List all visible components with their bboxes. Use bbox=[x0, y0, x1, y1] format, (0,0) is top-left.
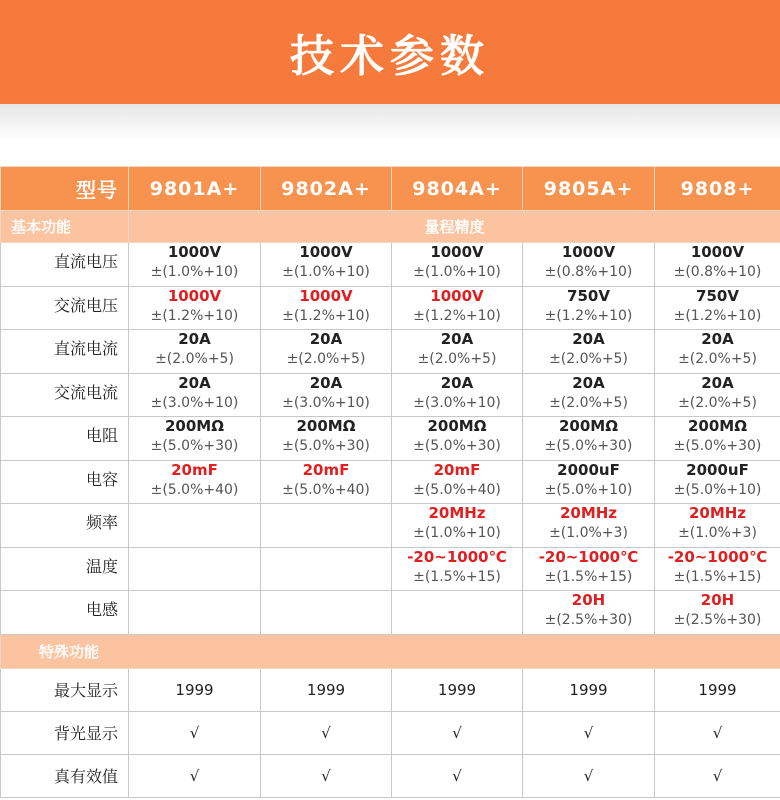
basic-section-row bbox=[1, 211, 780, 243]
spec-cell bbox=[129, 591, 261, 635]
spec-cell bbox=[392, 460, 523, 504]
table-row bbox=[1, 668, 780, 711]
range-value: 20A bbox=[440, 373, 474, 392]
accuracy-value: ±(5.0%+40) bbox=[150, 481, 239, 498]
range-value: 20mF bbox=[433, 460, 481, 479]
range-value: 20A bbox=[701, 330, 734, 348]
spec-cell bbox=[523, 460, 655, 504]
range-value: -20~1000℃ bbox=[407, 547, 507, 566]
spec-cell bbox=[655, 460, 780, 504]
range-value: 750V bbox=[696, 286, 739, 305]
model-header-row bbox=[1, 167, 780, 211]
model-header: 9805A+ bbox=[523, 167, 655, 211]
feature-cell: √ bbox=[129, 711, 261, 754]
accuracy-value: ±(1.0%+10) bbox=[150, 264, 239, 280]
spec-cell bbox=[655, 330, 780, 374]
accuracy-value: ±(2.0%+5) bbox=[549, 351, 628, 367]
basic-section-label: 基本功能 bbox=[1, 211, 129, 243]
range-value: 20MHz bbox=[428, 504, 486, 522]
range-value: 200MΩ bbox=[296, 417, 356, 435]
model-header: 9802A+ bbox=[261, 167, 392, 211]
range-value: 1000V bbox=[167, 286, 222, 305]
parameter-label: 频率 bbox=[1, 504, 129, 548]
spec-cell bbox=[392, 286, 523, 330]
spec-cell bbox=[392, 243, 523, 287]
model-header: 9801A+ bbox=[129, 167, 261, 211]
spec-cell bbox=[392, 504, 523, 548]
parameter-label: 直流电压 bbox=[1, 243, 129, 287]
table-row bbox=[1, 286, 780, 330]
accuracy-value: ±(3.0%+10) bbox=[282, 394, 370, 411]
parameter-label: 交流电压 bbox=[1, 286, 129, 330]
feature-cell: √ bbox=[655, 711, 780, 754]
range-value: 20H bbox=[700, 591, 735, 609]
spec-cell bbox=[392, 591, 523, 635]
accuracy-value: ±(1.0%+3) bbox=[549, 525, 628, 541]
spec-cell bbox=[261, 286, 392, 330]
accuracy-value: ±(1.2%+10) bbox=[544, 307, 633, 324]
accuracy-value: ±(3.0%+10) bbox=[150, 394, 239, 411]
accuracy-value: ±(1.5%+15) bbox=[413, 568, 501, 585]
range-value: 1000V bbox=[299, 243, 353, 261]
spec-cell bbox=[261, 243, 392, 287]
spec-cell bbox=[655, 504, 780, 548]
spec-cell bbox=[129, 243, 261, 287]
range-value: 20A bbox=[701, 373, 734, 392]
accuracy-value: ±(1.2%+10) bbox=[673, 307, 762, 324]
table-row bbox=[1, 330, 780, 374]
range-value: 2000uF bbox=[557, 460, 620, 479]
feature-cell: √ bbox=[523, 754, 655, 797]
range-value: 20A bbox=[178, 373, 211, 392]
accuracy-value: ±(2.0%+5) bbox=[155, 351, 234, 367]
range-value: 1000V bbox=[430, 286, 484, 305]
range-value: 750V bbox=[567, 286, 610, 305]
range-value: 1000V bbox=[561, 243, 616, 261]
special-section-row bbox=[1, 634, 780, 668]
accuracy-value: ±(5.0%+40) bbox=[413, 481, 501, 498]
spec-cell bbox=[261, 460, 392, 504]
accuracy-value: ±(5.0%+30) bbox=[282, 438, 370, 454]
spec-cell bbox=[655, 286, 780, 330]
accuracy-value: ±(0.8%+10) bbox=[673, 264, 762, 280]
table-row bbox=[1, 417, 780, 461]
spec-cell bbox=[129, 504, 261, 548]
accuracy-value: ±(2.5%+30) bbox=[673, 612, 762, 628]
spec-cell bbox=[523, 504, 655, 548]
range-value: 20MHz bbox=[688, 504, 747, 522]
accuracy-value: ±(5.0%+10) bbox=[673, 481, 762, 498]
feature-cell: √ bbox=[523, 711, 655, 754]
spec-cell bbox=[392, 330, 523, 374]
spec-cell bbox=[655, 373, 780, 417]
accuracy-value: ±(2.0%+5) bbox=[678, 394, 757, 411]
spec-cell bbox=[129, 547, 261, 591]
accuracy-value: ±(5.0%+10) bbox=[544, 481, 633, 498]
spec-cell bbox=[129, 330, 261, 374]
table-row bbox=[1, 460, 780, 504]
range-value: 20A bbox=[572, 330, 605, 348]
spec-cell bbox=[655, 547, 780, 591]
spec-cell bbox=[523, 591, 655, 635]
spec-cell bbox=[392, 547, 523, 591]
feature-cell: √ bbox=[392, 711, 523, 754]
spec-cell bbox=[261, 330, 392, 374]
feature-label: 真有效值 bbox=[1, 754, 129, 797]
accuracy-value: ±(2.0%+5) bbox=[286, 351, 366, 367]
banner-shadow bbox=[0, 104, 780, 140]
range-value: 2000uF bbox=[686, 460, 749, 479]
range-value: 200MΩ bbox=[427, 417, 487, 435]
range-value: 200MΩ bbox=[165, 417, 224, 435]
accuracy-value: ±(5.0%+30) bbox=[413, 438, 501, 454]
accuracy-value: ±(5.0%+40) bbox=[282, 481, 370, 498]
table-row bbox=[1, 591, 780, 635]
spec-cell bbox=[523, 547, 655, 591]
range-value: 1000V bbox=[690, 243, 745, 261]
spec-table bbox=[0, 166, 780, 798]
spec-cell bbox=[523, 243, 655, 287]
spec-cell bbox=[129, 417, 261, 461]
accuracy-value: ±(1.0%+10) bbox=[413, 264, 501, 280]
range-accuracy-label: 量程精度 bbox=[129, 211, 780, 243]
range-value: 1000V bbox=[167, 243, 222, 261]
table-row bbox=[1, 711, 780, 754]
accuracy-value: ±(2.0%+5) bbox=[417, 351, 497, 367]
feature-cell: 1999 bbox=[523, 668, 655, 711]
parameter-label: 交流电流 bbox=[1, 373, 129, 417]
feature-cell: √ bbox=[655, 754, 780, 797]
feature-cell: 1999 bbox=[261, 668, 392, 711]
feature-cell: 1999 bbox=[392, 668, 523, 711]
range-value: 20A bbox=[309, 330, 343, 348]
spec-cell bbox=[261, 373, 392, 417]
spec-cell bbox=[129, 286, 261, 330]
accuracy-value: ±(2.0%+5) bbox=[678, 351, 757, 367]
parameter-label: 直流电流 bbox=[1, 330, 129, 374]
accuracy-value: ±(0.8%+10) bbox=[544, 264, 633, 280]
range-value: 20A bbox=[178, 330, 211, 348]
range-value: 20A bbox=[440, 330, 474, 348]
feature-cell: √ bbox=[392, 754, 523, 797]
accuracy-value: ±(1.0%+10) bbox=[282, 264, 370, 280]
accuracy-value: ±(1.2%+10) bbox=[150, 307, 239, 324]
parameter-label: 电容 bbox=[1, 460, 129, 504]
model-header: 9808+ bbox=[655, 167, 780, 211]
accuracy-value: ±(5.0%+30) bbox=[544, 438, 633, 454]
spec-cell bbox=[129, 373, 261, 417]
range-value: 1000V bbox=[430, 243, 484, 261]
feature-cell: 1999 bbox=[129, 668, 261, 711]
accuracy-value: ±(1.0%+3) bbox=[678, 525, 757, 541]
accuracy-value: ±(5.0%+30) bbox=[673, 438, 762, 454]
accuracy-value: ±(5.0%+30) bbox=[150, 438, 239, 454]
range-value: 20A bbox=[309, 373, 343, 392]
range-value: 20mF bbox=[302, 460, 350, 479]
spec-cell bbox=[392, 373, 523, 417]
spec-cell bbox=[523, 373, 655, 417]
range-value: 20MHz bbox=[559, 504, 618, 522]
spec-cell bbox=[523, 417, 655, 461]
feature-cell: √ bbox=[129, 754, 261, 797]
range-value: -20~1000℃ bbox=[538, 547, 639, 566]
spec-cell bbox=[655, 417, 780, 461]
range-value: 200MΩ bbox=[688, 417, 747, 435]
accuracy-value: ±(2.0%+5) bbox=[549, 394, 628, 411]
spec-cell bbox=[261, 504, 392, 548]
title-banner bbox=[0, 0, 780, 104]
model-header: 9804A+ bbox=[392, 167, 523, 211]
spec-cell bbox=[129, 460, 261, 504]
accuracy-value: ±(1.2%+10) bbox=[282, 307, 370, 324]
table-row bbox=[1, 547, 780, 591]
page-title: 技术参数 bbox=[290, 31, 490, 82]
parameter-label: 温度 bbox=[1, 547, 129, 591]
spec-cell bbox=[261, 417, 392, 461]
model-label: 型号 bbox=[1, 167, 129, 211]
feature-cell: 1999 bbox=[655, 668, 780, 711]
parameter-label: 电感 bbox=[1, 591, 129, 635]
table-row bbox=[1, 243, 780, 287]
range-value: 20A bbox=[572, 373, 605, 392]
spec-cell bbox=[655, 591, 780, 635]
accuracy-value: ±(1.5%+15) bbox=[673, 568, 762, 585]
feature-cell: √ bbox=[261, 711, 392, 754]
accuracy-value: ±(1.0%+10) bbox=[413, 525, 501, 541]
accuracy-value: ±(1.2%+10) bbox=[413, 307, 501, 324]
spec-cell bbox=[261, 591, 392, 635]
accuracy-value: ±(3.0%+10) bbox=[413, 394, 501, 411]
range-value: 20H bbox=[571, 591, 606, 609]
feature-label: 最大显示 bbox=[1, 668, 129, 711]
accuracy-value: ±(1.5%+15) bbox=[544, 568, 633, 585]
spec-cell bbox=[392, 417, 523, 461]
spec-cell bbox=[523, 286, 655, 330]
range-value: 20mF bbox=[171, 460, 218, 479]
special-section-label: 特殊功能 bbox=[1, 634, 780, 668]
spec-cell bbox=[261, 547, 392, 591]
table-row bbox=[1, 504, 780, 548]
table-row bbox=[1, 754, 780, 797]
spec-cell bbox=[523, 330, 655, 374]
range-value: 200MΩ bbox=[559, 417, 618, 435]
feature-cell: √ bbox=[261, 754, 392, 797]
accuracy-value: ±(2.5%+30) bbox=[544, 612, 633, 628]
spec-cell bbox=[655, 243, 780, 287]
parameter-label: 电阻 bbox=[1, 417, 129, 461]
feature-label: 背光显示 bbox=[1, 711, 129, 754]
range-value: 1000V bbox=[299, 286, 353, 305]
range-value: -20~1000℃ bbox=[667, 547, 768, 566]
table-row bbox=[1, 373, 780, 417]
